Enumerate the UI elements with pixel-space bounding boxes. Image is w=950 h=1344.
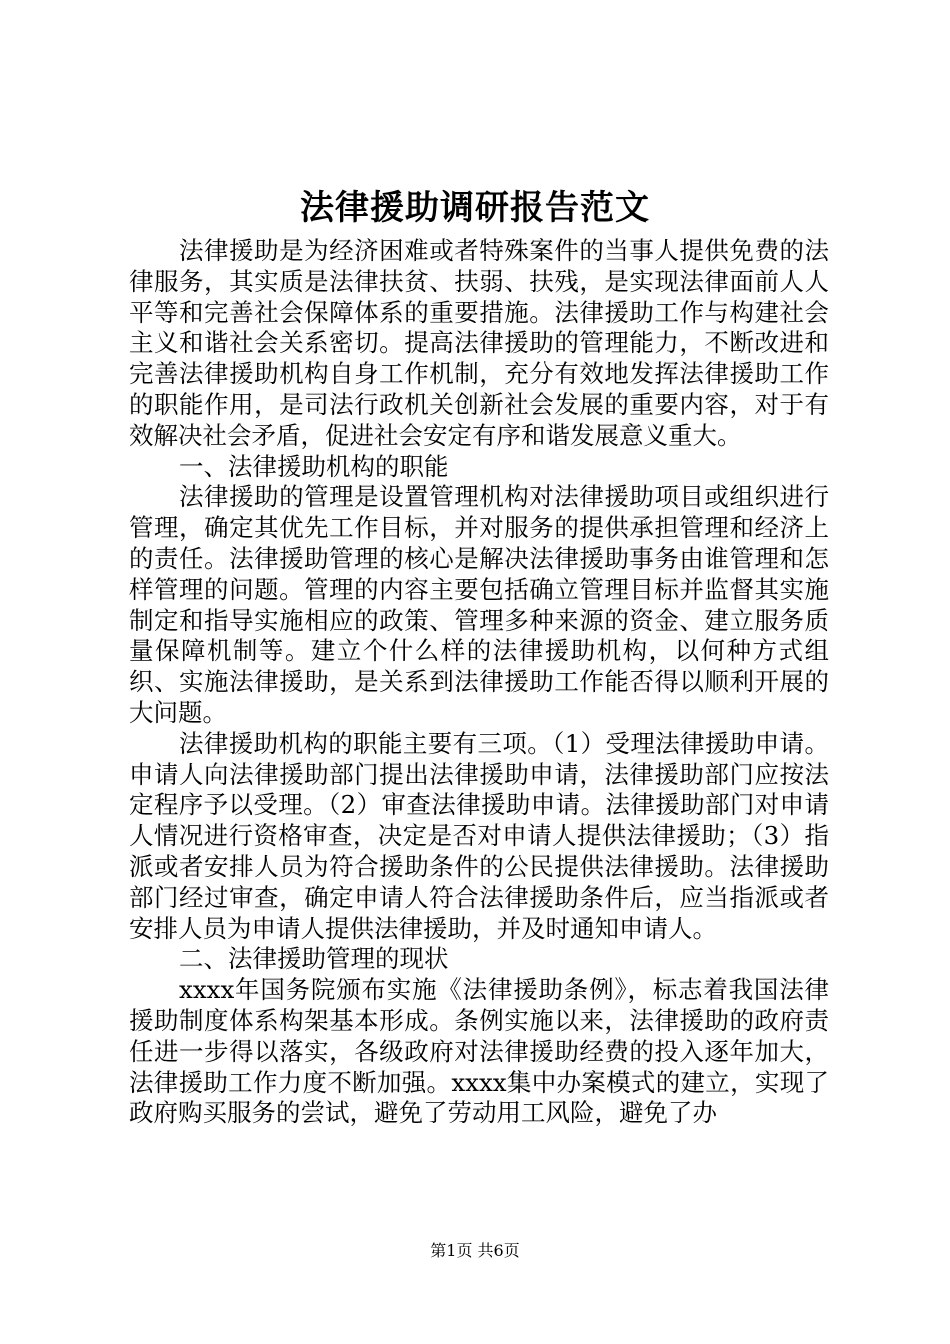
page-footer: 第1页 共6页 [430,1241,520,1260]
paragraph-management: 法律援助的管理是设置管理机构对法律援助项目或组织进行管理，确定其优先工作目标，并对服务的提供承担管理和经济上的责任。法律援助管理的核心是解决法律援助事务由谁管理和怎样管理的问题。管理的内容主要包括确立管理目标并监督其实施制定和指导实施相应的政策、管理多种来源的资金、建立服务质量保障机制等。建立个什么样的法律援助机构，以何种方式组织、实施法律援助，是关系到法律援助工作能否得以顺利开展的大问题。 [129,482,829,727]
document-body [129,236,829,1129]
paragraph-intro: 法律援助是为经济困难或者特殊案件的当事人提供免费的法律服务，其实质是法律扶贫、扶弱、扶残，是实现法律面前人人平等和完善社会保障体系的重要措施。法律援助工作与构建社会主义和谐社会关系密切。提高法律援助的管理能力，不断改进和完善法律援助机构自身工作机制，充分有效地发挥法律援助工作的职能作用，是司法行政机关创新社会发展的重要内容，对于有效解决社会矛盾，促进社会安定有序和谐发展意义重大。 [129,236,829,450]
section-heading-2: 二、法律援助管理的现状 [179,944,449,974]
document-title: 法律援助调研报告范文 [300,188,650,228]
section-heading-1: 一、法律援助机构的职能 [179,451,449,481]
paragraph-functions: 法律援助机构的职能主要有三项。（1）受理法律援助申请。申请人向法律援助部门提出法律援助申请，法律援助部门应按法定程序予以受理。（2）审查法律援助申请。法律援助部门对申请人情况进行资格审查，决定是否对申请人提供法律援助；（3）指派或者安排人员为符合援助条件的公民提供法律援助。法律援助部门经过审查，确定申请人符合法律援助条件后，应当指派或者安排人员为申请人提供法律援助，并及时通知申请人。 [129,728,829,943]
paragraph-status: xxxx年国务院颁布实施《法律援助条例》，标志着我国法律援助制度体系构架基本形成。条例实施以来，法律援助的政府责任进一步得以落实，各级政府对法律援助经费的投入逐年加大，法律援助工作力度不断加强。xxxx集中办案模式的建立，实现了政府购买服务的尝试，避免了劳动用工风险，避免了办 [129,975,829,1128]
